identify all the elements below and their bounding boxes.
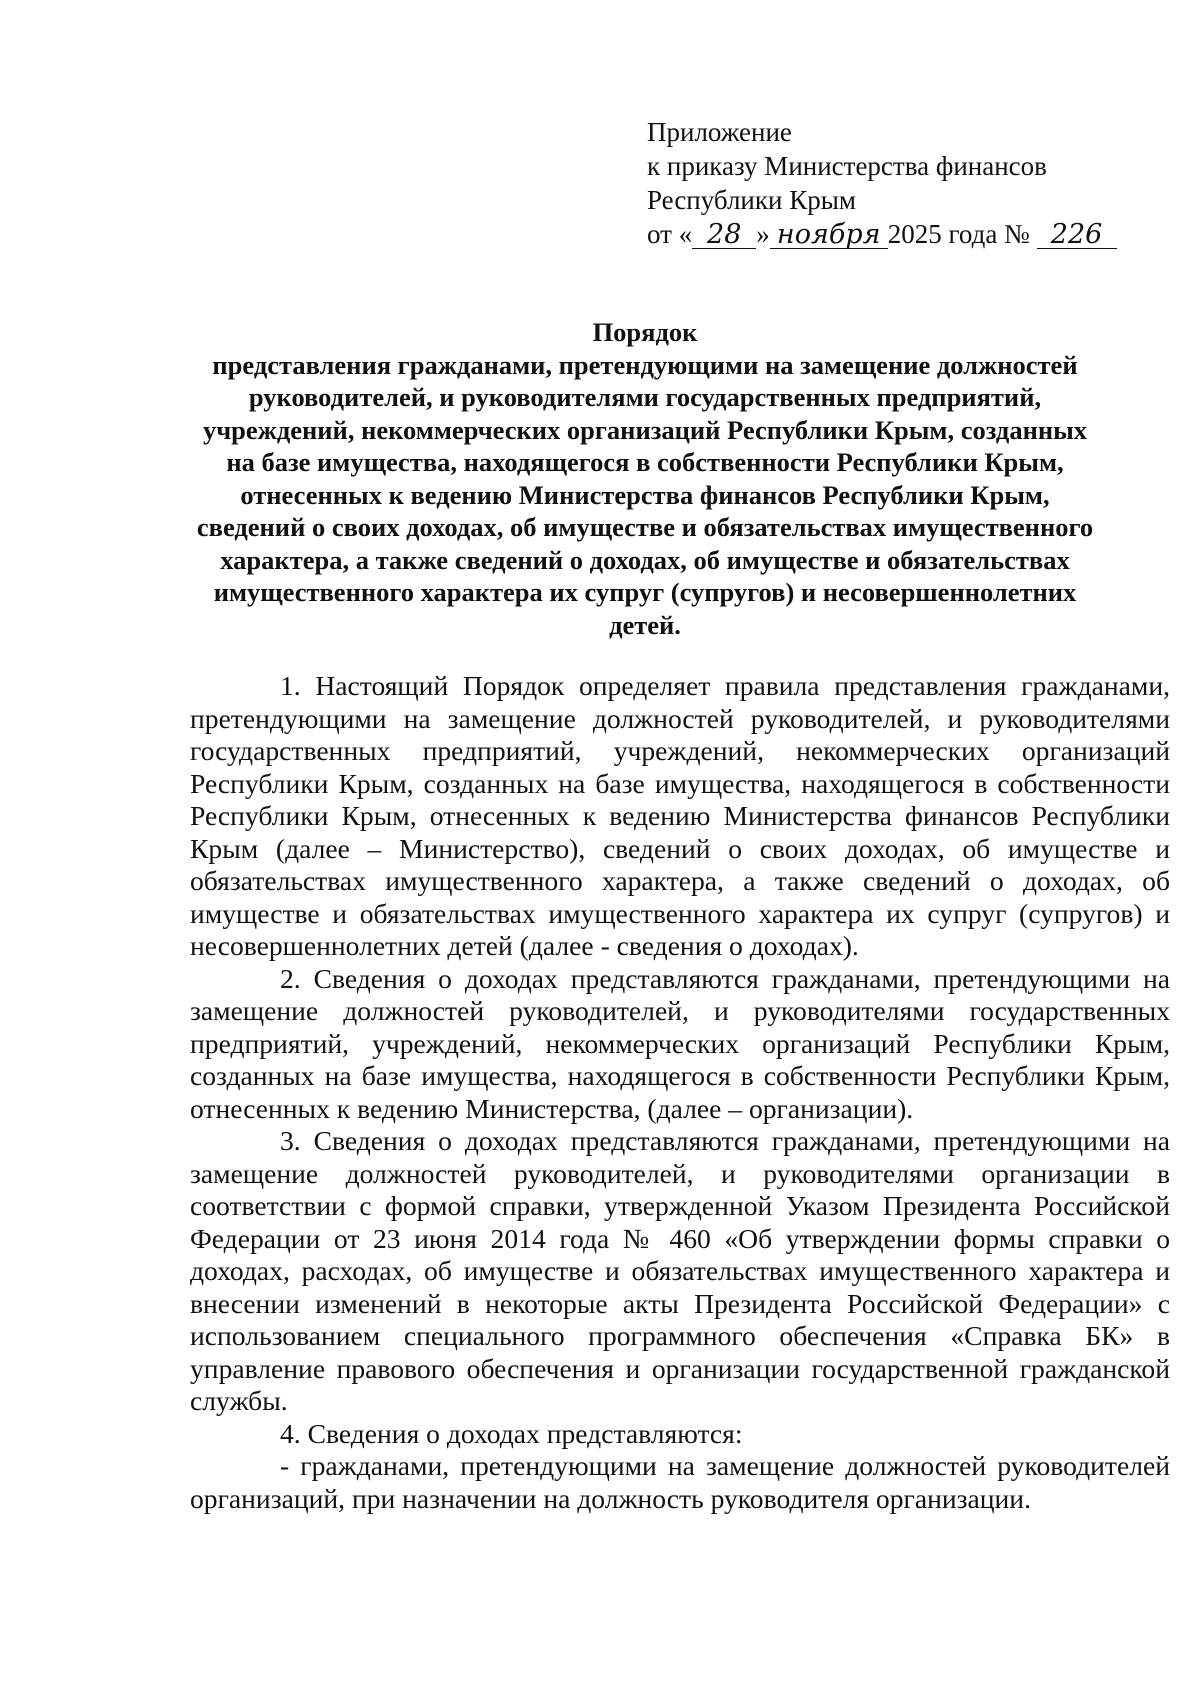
annex-date-line: [647, 217, 1167, 251]
annex-region: Республики Крым: [647, 185, 856, 215]
date-quote-close: »: [756, 219, 770, 249]
document-title: [195, 316, 1095, 641]
paragraph-4-item: - гражданами, претендующими на замещение должностей руководителей организаций, при назначении на должность руководителя организации.: [190, 1450, 1170, 1514]
title-heading: Порядок: [592, 317, 698, 347]
handwritten-order-number: 226: [1037, 222, 1117, 249]
handwritten-day: 28: [692, 222, 756, 249]
date-prefix: от «: [647, 219, 693, 249]
annex-order-ref: к приказу Министерства финансов: [647, 151, 1047, 181]
handwritten-month: ноября: [770, 222, 888, 249]
annex-label: Приложение: [647, 117, 792, 147]
paragraph-4: 4. Сведения о доходах представляются:: [280, 1417, 743, 1449]
paragraph-2: 2. Сведения о доходах представляются гражданами, претендующими на замещение должностей руководителей, и руководителями государственных предприятий, учреждений, некоммерческих организаций Республики Крым, созданных на базе имущества, находящегося в собственности Республики Крым, отнесенных к ведению Министерства, (далее – организации).: [190, 962, 1170, 1124]
document-body: [190, 670, 1170, 1515]
paragraph-3: 3. Сведения о доходах представляются гражданами, претендующими на замещение должностей руководителей, и руководителями организации в соответствии с формой справки, утвержденной Указом Президента Российской Федерации от 23 июня 2014 года № 460 «Об утверждении формы справки о доходах, расходах, об имуществе и обязательствах имущественного характера и внесении изменений в некоторые акты Президента Российской Федерации» с использованием специального программного обеспечения «Справка БК» в управление правового обеспечения и организации государственной гражданской службы.: [190, 1125, 1170, 1416]
date-year: 2025 года №: [887, 219, 1030, 249]
paragraph-1: 1. Настоящий Порядок определяет правила представления гражданами, претендующими на замещение должностей руководителей, и руководителями государственных предприятий, учреждений, некоммерческих организаций Республики Крым, созданных на базе имущества, находящегося в собственности Республики Крым, отнесенных к ведению Министерства финансов Республики Крым (далее – Министерство), сведений о своих доходах, об имуществе и обязательствах имущественного характера, а также сведений о доходах, об имуществе и обязательствах имущественного характера их супруг (супругов) и несовершеннолетних детей (далее - сведения о доходах).: [190, 670, 1170, 961]
annex-block: [647, 115, 1167, 251]
title-subtitle: представления гражданами, претендующими на замещение должностей руководителей, и руководителями государственных предприятий, учреждений, некоммерческих организаций Республики Крым, созданных на базе имущества, находящегося в собственности Республики Крым, отнесенных к ведению Министерства финансов Республики Крым, сведений о своих доходах, об имуществе и обязательствах имущественного характера, а также сведений о доходах, об имуществе и обязательствах имущественного характера их супруг (супругов) и несовершеннолетних детей.: [196, 349, 1094, 640]
